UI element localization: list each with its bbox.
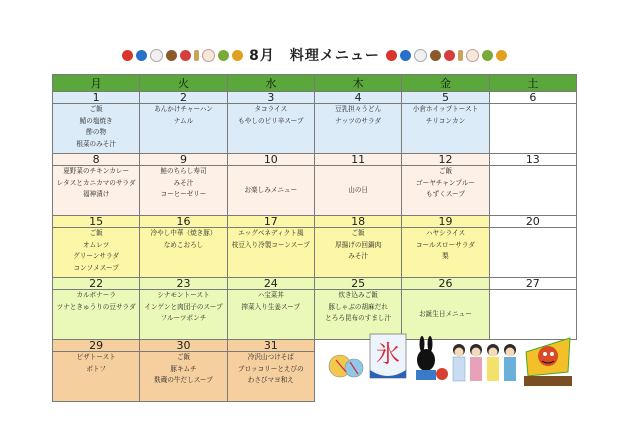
menu-item: コールスローサラダ xyxy=(416,240,475,249)
shell-icon xyxy=(496,50,507,61)
menu-cell xyxy=(53,228,140,278)
daruma-icon xyxy=(202,49,215,62)
menu-item: 梨 xyxy=(442,252,449,260)
children-in-yukata-icon xyxy=(453,344,516,381)
menu-row xyxy=(53,104,577,154)
menu-item: 豚しゃぶの胡麻だれ xyxy=(328,302,388,311)
shell-icon xyxy=(232,50,243,61)
date-row xyxy=(53,216,577,228)
weekday-wed: 水 xyxy=(227,75,314,92)
menu-cell xyxy=(140,166,227,216)
date-number: 29 xyxy=(89,339,104,352)
date-cell xyxy=(140,340,227,352)
menu-item: チリコンカン xyxy=(425,116,466,125)
menu-cell xyxy=(53,352,140,402)
date-cell xyxy=(314,278,401,290)
date-cell xyxy=(489,278,576,290)
date-cell xyxy=(314,216,401,228)
menu-item: タコライス xyxy=(254,105,288,113)
menu-item: 鯖の塩焼き xyxy=(79,116,113,125)
date-cell xyxy=(227,216,314,228)
menu-cell xyxy=(227,104,314,154)
nebuta-float-icon xyxy=(524,338,572,386)
menu-item: ご飯 xyxy=(89,229,103,237)
date-cell xyxy=(489,154,576,166)
date-number: 22 xyxy=(89,277,104,290)
date-number: 19 xyxy=(438,215,453,228)
menu-item: ポトフ xyxy=(86,364,106,373)
menu-cell xyxy=(227,352,314,402)
menu-cell xyxy=(402,166,489,216)
beetle-icon xyxy=(430,50,441,61)
date-cell xyxy=(227,154,314,166)
shaved-ice-kanji: 氷 xyxy=(376,340,400,368)
menu-item: ハ宝菜丼 xyxy=(257,291,284,299)
menu-cell xyxy=(402,104,489,154)
menu-item: シナモントースト xyxy=(157,291,210,299)
date-cell xyxy=(140,216,227,228)
menu-item: 小倉ホイップトースト xyxy=(412,105,479,113)
menu-item: 山の日 xyxy=(348,185,369,194)
menu-item: コンソメスープ xyxy=(73,263,119,272)
menu-item: ナムル xyxy=(173,116,194,125)
date-number: 30 xyxy=(176,339,191,352)
date-number: 13 xyxy=(525,153,540,166)
menu-item: 搾菜入り生姜スープ xyxy=(241,302,301,311)
menu-item: 福神漬け xyxy=(82,190,110,198)
summer-decoration-left xyxy=(122,49,243,62)
date-cell xyxy=(402,154,489,166)
menu-item: ナッツのサラダ xyxy=(335,116,382,125)
menu-cell xyxy=(489,166,576,216)
date-cell xyxy=(140,154,227,166)
menu-item: 麩蔵の牛だしスープ xyxy=(154,376,213,384)
menu-item: 炊き込みご飯 xyxy=(338,291,378,299)
menu-item: ハヤシライス xyxy=(425,229,466,237)
rabbit-goldfish-icon xyxy=(416,336,448,380)
date-cell xyxy=(53,92,140,104)
menu-item: ブロッコリーとえびの xyxy=(237,364,304,373)
menu-cell xyxy=(53,290,140,340)
menu-cell xyxy=(140,228,227,278)
menu-item: ご飯 xyxy=(89,105,103,113)
menu-item: インゲンと肉団子のスープ xyxy=(144,302,223,311)
menu-item: ゴーヤチャンプルー xyxy=(416,178,475,187)
goldfish-icon xyxy=(180,50,191,61)
menu-item: カルボナーラ xyxy=(76,291,116,299)
menu-item: 厚揚げの回鍋肉 xyxy=(335,240,382,249)
watermelon-icon xyxy=(122,50,133,61)
menu-item: みそ汁 xyxy=(173,178,194,187)
menu-item: あんかけチャーハン xyxy=(154,105,213,113)
menu-item: わさびマヨ和え xyxy=(247,376,294,384)
date-cell xyxy=(227,278,314,290)
menu-item: 夏野菜のチキンカレー xyxy=(63,167,130,175)
page-title: 8月 料理メニュー xyxy=(249,48,380,64)
menu-item: 冷沢山つけそば xyxy=(247,353,294,361)
date-row xyxy=(53,278,577,290)
date-number: 1 xyxy=(92,91,100,104)
menu-item: お誕生日メニュー xyxy=(419,309,472,318)
menu-item: 豆乳担々うどん xyxy=(335,105,382,113)
weekday-header-row xyxy=(53,75,577,92)
edamame-icon xyxy=(482,50,493,61)
date-cell xyxy=(53,216,140,228)
date-cell xyxy=(140,92,227,104)
goldfish-icon xyxy=(444,50,455,61)
menu-row xyxy=(53,228,577,278)
skewer-icon xyxy=(458,50,463,61)
menu-cell xyxy=(314,104,401,154)
menu-cell xyxy=(314,166,401,216)
date-number: 8 xyxy=(92,153,100,166)
menu-cell xyxy=(402,228,489,278)
date-cell xyxy=(53,154,140,166)
menu-item: フルーツポンチ xyxy=(160,314,207,322)
title-row xyxy=(52,44,577,66)
menu-cell xyxy=(140,104,227,154)
menu-cell xyxy=(140,290,227,340)
date-number: 18 xyxy=(351,215,366,228)
date-number: 26 xyxy=(438,277,453,290)
menu-row xyxy=(53,166,577,216)
date-number: 6 xyxy=(529,91,537,104)
fan-icon xyxy=(150,49,163,62)
menu-item: オムレツ xyxy=(82,240,110,249)
date-number: 10 xyxy=(263,153,278,166)
menu-item: エッグベネディクト風 xyxy=(238,229,304,237)
menu-cell xyxy=(227,228,314,278)
summer-festival-illustration xyxy=(318,330,575,390)
menu-item: 酢の物 xyxy=(86,128,107,136)
date-number: 31 xyxy=(263,339,278,352)
menu-item: なめこおろし xyxy=(163,240,204,249)
date-number: 17 xyxy=(263,215,278,228)
menu-cell xyxy=(140,352,227,402)
menu-item: ツナときゅうりの豆サラダ xyxy=(56,302,136,311)
date-cell xyxy=(489,216,576,228)
menu-item: とろろ昆布のすまし汁 xyxy=(325,314,392,322)
daruma-icon xyxy=(466,49,479,62)
weekday-tue: 火 xyxy=(140,75,227,92)
date-cell xyxy=(227,92,314,104)
date-number: 3 xyxy=(267,91,275,104)
menu-item: レタスとカニカマのサラダ xyxy=(56,178,136,187)
weekday-thu: 木 xyxy=(314,75,401,92)
edamame-icon xyxy=(218,50,229,61)
menu-item: 鮭のちらし寿司 xyxy=(160,167,207,175)
date-number: 4 xyxy=(354,91,362,104)
menu-cell xyxy=(53,104,140,154)
date-cell xyxy=(53,278,140,290)
date-number: 9 xyxy=(179,153,187,166)
date-cell xyxy=(314,92,401,104)
shaved-ice-banner-icon xyxy=(370,334,406,378)
date-cell xyxy=(227,340,314,352)
shaved-ice-icon xyxy=(136,50,147,61)
menu-item: 冷やし中華（焼き豚） xyxy=(150,229,217,237)
date-cell xyxy=(489,92,576,104)
skewer-icon xyxy=(194,50,199,61)
date-number: 16 xyxy=(176,215,191,228)
beetle-icon xyxy=(166,50,177,61)
shaved-ice-icon xyxy=(400,50,411,61)
menu-cell xyxy=(489,104,576,154)
date-number: 27 xyxy=(525,277,540,290)
menu-item: ご飯 xyxy=(176,353,191,361)
date-row xyxy=(53,154,577,166)
date-cell xyxy=(53,340,140,352)
weekday-mon: 月 xyxy=(53,75,140,92)
date-cell xyxy=(402,92,489,104)
weekday-sat: 土 xyxy=(489,75,576,92)
water-balloon-icon xyxy=(329,355,363,377)
date-number: 15 xyxy=(89,215,104,228)
menu-item: もやしのピリ辛スープ xyxy=(238,116,304,125)
date-cell xyxy=(314,154,401,166)
menu-item: ピザトースト xyxy=(76,353,116,361)
date-number: 25 xyxy=(351,277,366,290)
menu-cell xyxy=(314,228,401,278)
watermelon-icon xyxy=(386,50,397,61)
date-cell xyxy=(402,216,489,228)
menu-item: ご飯 xyxy=(438,167,453,175)
date-number: 5 xyxy=(441,91,449,104)
date-number: 12 xyxy=(438,153,453,166)
date-number: 11 xyxy=(351,153,366,166)
date-cell xyxy=(402,278,489,290)
date-number: 23 xyxy=(176,277,191,290)
menu-cell xyxy=(227,290,314,340)
menu-cell xyxy=(227,166,314,216)
summer-decoration-right xyxy=(386,49,507,62)
date-number: 20 xyxy=(525,215,540,228)
menu-item: ご飯 xyxy=(351,229,365,237)
date-cell xyxy=(140,278,227,290)
weekday-fri: 金 xyxy=(402,75,489,92)
menu-item: 根菜のみそ汁 xyxy=(76,139,116,148)
menu-item: みそ汁 xyxy=(348,252,369,260)
menu-item: お楽しみメニュー xyxy=(244,185,298,194)
date-number: 2 xyxy=(179,91,187,104)
date-number: 24 xyxy=(263,277,278,290)
menu-cell xyxy=(489,228,576,278)
menu-item: もずくスープ xyxy=(426,190,465,198)
menu-item: グリーンサラダ xyxy=(73,252,120,260)
menu-item: コーヒーゼリー xyxy=(160,190,207,198)
menu-item: 豚キムチ xyxy=(170,364,197,373)
menu-item: 枝豆入り冷製コーンスープ xyxy=(231,240,310,249)
date-row xyxy=(53,92,577,104)
fan-icon xyxy=(414,49,427,62)
menu-cell xyxy=(53,166,140,216)
